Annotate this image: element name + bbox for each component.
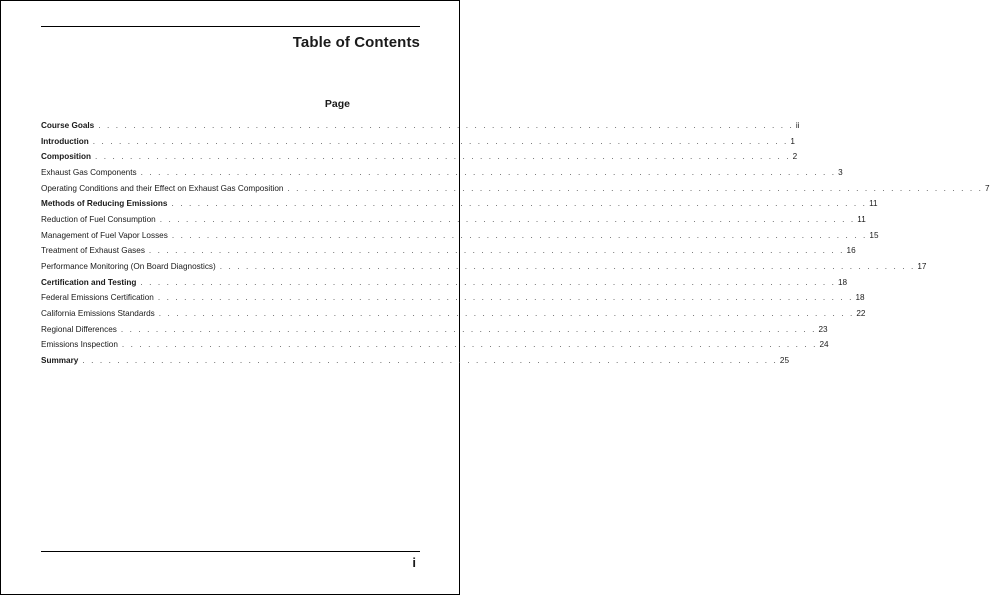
toc-entry-label: Federal Emissions Certification xyxy=(41,293,154,303)
toc-entry-page: 7 xyxy=(985,183,990,193)
toc-entry[interactable] xyxy=(41,199,878,215)
toc-entry-page: 18 xyxy=(855,293,865,303)
toc-dot-leader: . . . . . . . . . . . . . . . . . . . . . . . . . . . . . . . . . . . . . . . . . . . . . . . . . . . . . . . . . . . . . . . . . . . . . . . . . . . . . . . . xyxy=(171,199,868,209)
toc-entry[interactable] xyxy=(41,324,828,341)
toc-dot-leader: . . . . . . . . . . . . . . . . . . . . . . . . . . . . . . . . . . . . . . . . . . . . . . . . . . . . . . . . . . . . . . . . . . . . . . . . . . . . . . . . xyxy=(92,136,789,146)
table-of-contents xyxy=(41,121,990,372)
bottom-rule xyxy=(41,551,420,552)
toc-entry-label: Composition xyxy=(41,152,92,162)
toc-dot-leader: . . . . . . . . . . . . . . . . . . . . . . . . . . . . . . . . . . . . . . . . . . . . . . . . . . . . . . . . . . . . . . . . . . . . . . . . . . . . . . . . xyxy=(171,230,868,240)
toc-entry-label: Emissions Inspection xyxy=(41,340,118,350)
toc-dot-leader: . . . . . . . . . . . . . . . . . . . . . . . . . . . . . . . . . . . . . . . . . . . . . . . . . . . . . . . . . . . . . . . . . . . . . . . . . . . . . . . . xyxy=(98,121,794,130)
toc-entry-label: California Emissions Standards xyxy=(41,308,155,318)
toc-entry-page: 22 xyxy=(856,308,866,318)
toc-entry[interactable] xyxy=(41,152,798,168)
toc-dot-leader: . . . . . . . . . . . . . . . . . . . . . . . . . . . . . . . . . . . . . . . . . . . . . . . . . . . . . . . . . . . . . . . . . . . . . . . . . . . . . . . . xyxy=(287,183,984,193)
toc-entry-page: 15 xyxy=(869,230,879,240)
toc-dot-leader: . . . . . . . . . . . . . . . . . . . . . . . . . . . . . . . . . . . . . . . . . . . . . . . . . . . . . . . . . . . . . . . . . . . . . . . . . . . . . . . . xyxy=(157,293,854,303)
toc-entry-page: 3 xyxy=(838,167,843,177)
toc-entry-page: 17 xyxy=(917,261,927,271)
toc-entry-page: ii xyxy=(795,121,800,130)
toc-entry-label: Course Goals xyxy=(41,121,95,130)
toc-dot-leader: . . . . . . . . . . . . . . . . . . . . . . . . . . . . . . . . . . . . . . . . . . . . . . . . . . . . . . . . . . . . . . . . . . . . . . . . . . . . . . . . xyxy=(140,167,837,177)
toc-entry[interactable] xyxy=(41,246,856,262)
toc-entry[interactable] xyxy=(41,214,866,231)
page-column-heading: Page xyxy=(324,98,350,110)
toc-entry-page: 11 xyxy=(869,199,878,209)
toc-entry-label: Regional Differences xyxy=(41,324,117,334)
toc-entry-label: Methods of Reducing Emissions xyxy=(41,199,168,209)
toc-entry-page: 16 xyxy=(846,246,856,256)
toc-entry-label: Introduction xyxy=(41,136,89,146)
toc-dot-leader: . . . . . . . . . . . . . . . . . . . . . . . . . . . . . . . . . . . . . . . . . . . . . . . . . . . . . . . . . . . . . . . . . . . . . . . . . . . . . . . . xyxy=(148,246,845,256)
toc-entry[interactable] xyxy=(41,277,848,294)
toc-entry-label: Exhaust Gas Components xyxy=(41,167,137,177)
toc-dot-leader: . . . . . . . . . . . . . . . . . . . . . . . . . . . . . . . . . . . . . . . . . . . . . . . . . . . . . . . . . . . . . . . . . . . . . . . . . . . . . . . . xyxy=(159,214,856,224)
toc-entry[interactable] xyxy=(41,167,843,184)
toc-entry-label: Summary xyxy=(41,355,79,365)
toc-entry-label: Operating Conditions and their Effect on Exhaust Gas Composition xyxy=(41,183,284,193)
toc-entry[interactable] xyxy=(41,340,829,356)
toc-dot-leader: . . . . . . . . . . . . . . . . . . . . . . . . . . . . . . . . . . . . . . . . . . . . . . . . . . . . . . . . . . . . . . . . . . . . . . . . . . . . . . . . xyxy=(121,340,818,350)
toc-entry[interactable] xyxy=(41,261,927,278)
toc-entry-page: 25 xyxy=(779,355,790,365)
toc-entry-label: Performance Monitoring (On Board Diagnostics) xyxy=(41,261,216,271)
toc-entry-label: Management of Fuel Vapor Losses xyxy=(41,230,168,240)
toc-entry[interactable] xyxy=(41,136,795,153)
toc-entry-page: 18 xyxy=(837,277,848,287)
toc-dot-leader: . . . . . . . . . . . . . . . . . . . . . . . . . . . . . . . . . . . . . . . . . . . . . . . . . . . . . . . . . . . . . . . . . . . . . . . . . . . . . . . . xyxy=(140,277,836,287)
toc-entry-label: Reduction of Fuel Consumption xyxy=(41,214,156,224)
toc-entry[interactable] xyxy=(41,121,800,137)
toc-entry-page: 11 xyxy=(857,214,866,224)
toc-entry-page: 2 xyxy=(792,152,798,162)
toc-dot-leader: . . . . . . . . . . . . . . . . . . . . . . . . . . . . . . . . . . . . . . . . . . . . . . . . . . . . . . . . . . . . . . . . . . . . . . . . . . . . . . . . xyxy=(120,324,817,334)
toc-entry[interactable] xyxy=(41,308,866,325)
toc-entry-page: 1 xyxy=(790,136,795,146)
toc-dot-leader: . . . . . . . . . . . . . . . . . . . . . . . . . . . . . . . . . . . . . . . . . . . . . . . . . . . . . . . . . . . . . . . . . . . . . . . . . . . . . . . . xyxy=(82,355,778,365)
toc-entry[interactable] xyxy=(41,230,879,247)
toc-entry-page: 23 xyxy=(818,324,828,334)
toc-entry-label: Treatment of Exhaust Gases xyxy=(41,246,145,256)
page-folio: i xyxy=(412,555,416,570)
toc-entry-label: Certification and Testing xyxy=(41,277,137,287)
toc-entry[interactable] xyxy=(41,183,990,200)
toc-dot-leader: . . . . . . . . . . . . . . . . . . . . . . . . . . . . . . . . . . . . . . . . . . . . . . . . . . . . . . . . . . . . . . . . . . . . . . . . . . . . . . . . xyxy=(95,152,791,162)
toc-dot-leader: . . . . . . . . . . . . . . . . . . . . . . . . . . . . . . . . . . . . . . . . . . . . . . . . . . . . . . . . . . . . . . . . . . . . . . . . . . . . . . . . xyxy=(219,261,916,271)
page-title: Table of Contents xyxy=(292,34,420,51)
toc-entry-page: 24 xyxy=(819,340,829,350)
toc-entry[interactable] xyxy=(41,355,790,372)
toc-entry[interactable] xyxy=(41,293,865,309)
top-rule xyxy=(41,26,420,27)
toc-dot-leader: . . . . . . . . . . . . . . . . . . . . . . . . . . . . . . . . . . . . . . . . . . . . . . . . . . . . . . . . . . . . . . . . . . . . . . . . . . . . . . . . xyxy=(158,308,855,318)
